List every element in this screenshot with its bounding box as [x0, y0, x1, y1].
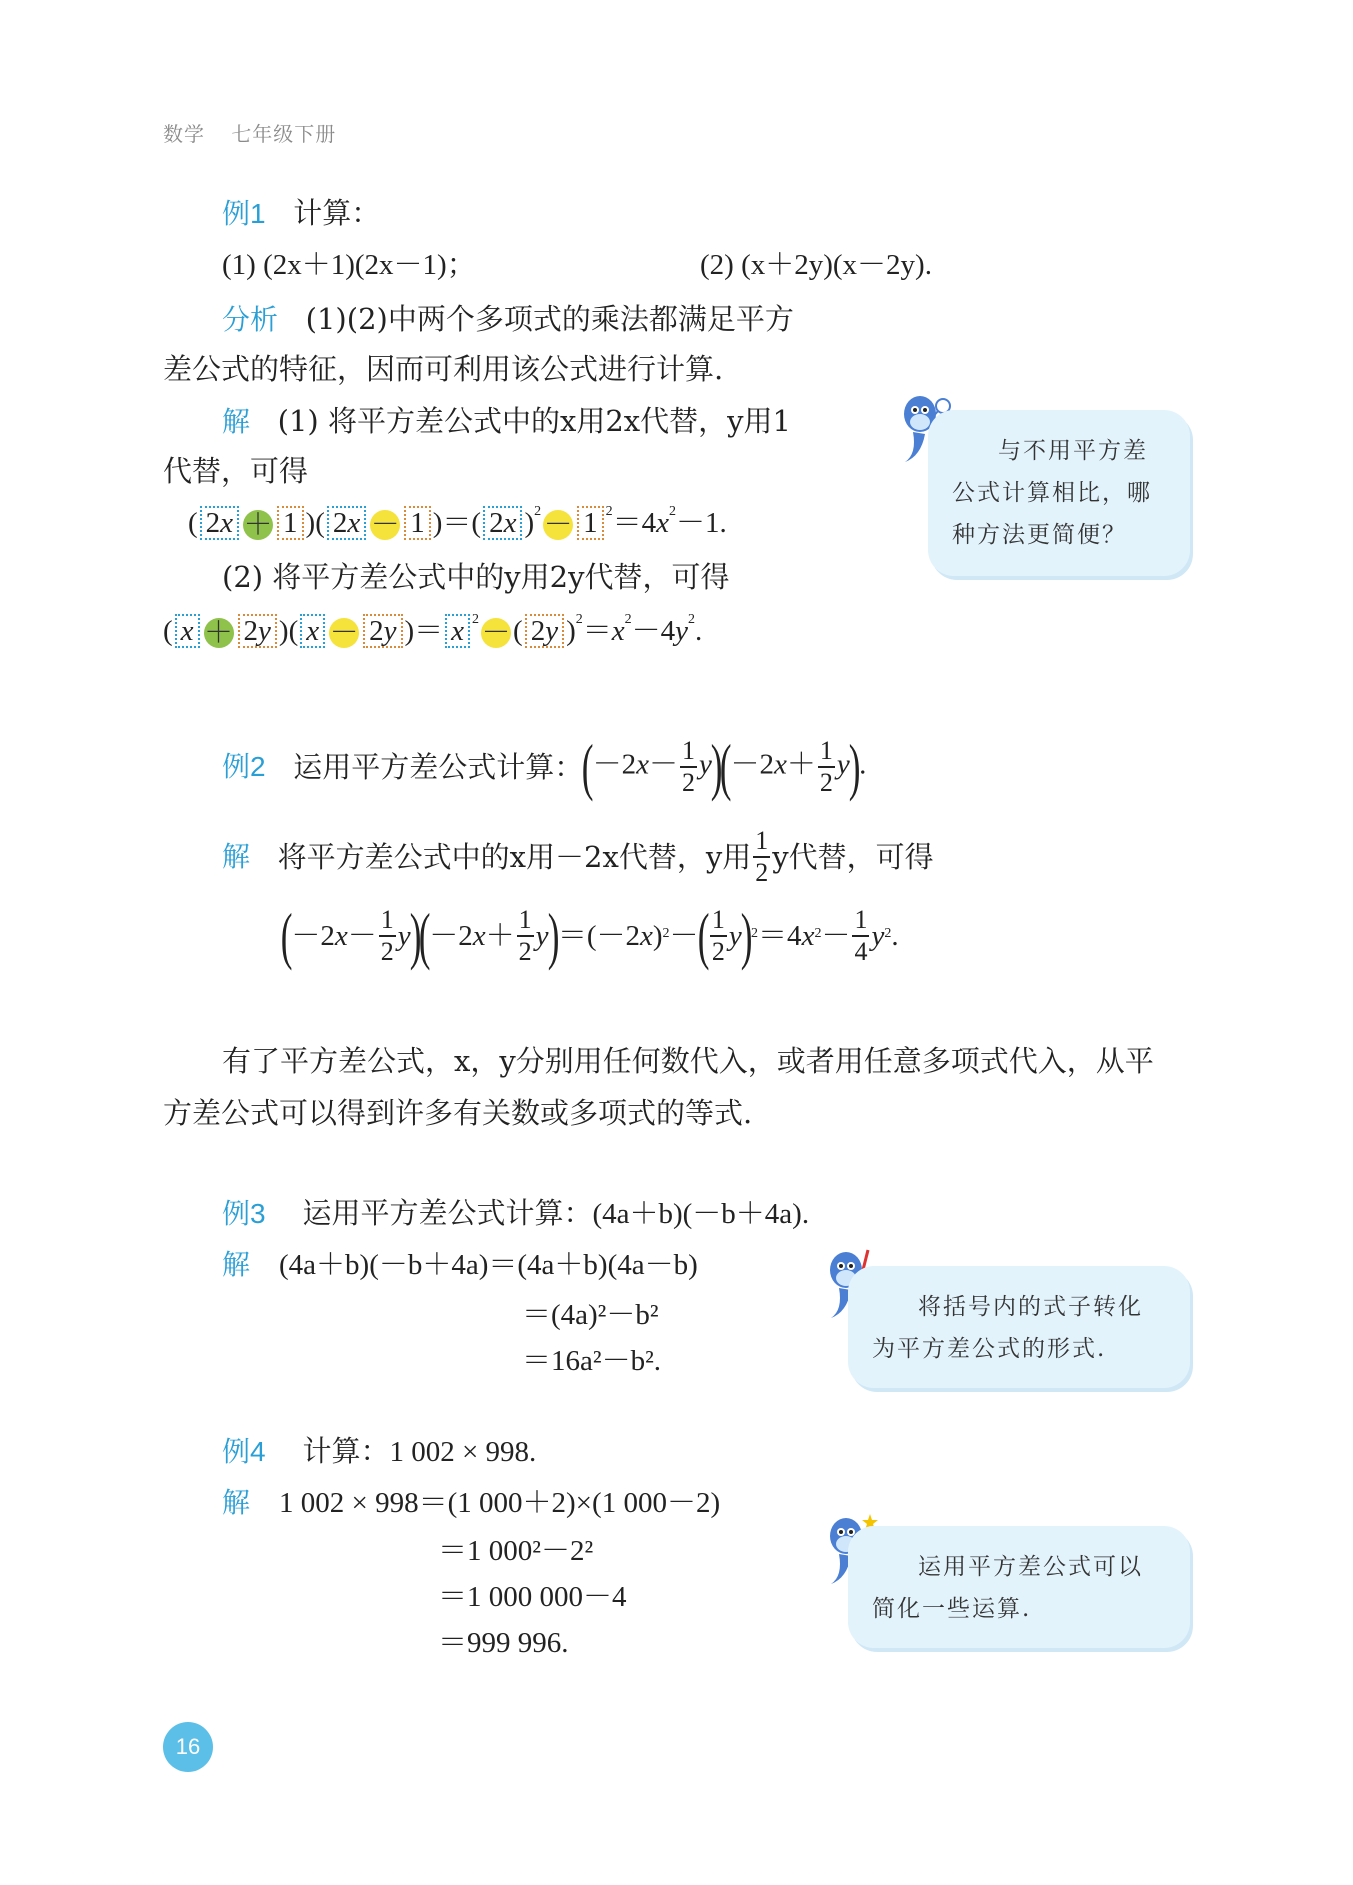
ex1-solution	[222, 404, 791, 439]
ex4-step-2: ＝1 000²－2²	[438, 1535, 594, 1567]
page-number-badge: 16	[163, 1722, 213, 1772]
ex2-sol-text-b: y代替，可得	[772, 839, 934, 874]
ex1-heading	[222, 196, 380, 231]
ex2-sol-text-a: 将平方差公式中的x用－2x代替，y用	[277, 839, 752, 874]
analysis-line-1: (1)(2)中两个多项式的乘法都满足平方	[305, 302, 794, 336]
minus-circle: －	[543, 509, 573, 542]
term-b-box: 1	[577, 506, 604, 540]
tip-note-1: 与不用平方差公式计算相比，哪种方法更简便？	[928, 410, 1190, 576]
term-a-box: 2x	[200, 506, 239, 540]
ex1-sol-label: 解	[222, 406, 251, 437]
ex3-step-1: 解 (4a＋b)(－b＋4a)＝(4a＋b)(4a－b)	[222, 1249, 698, 1281]
ex1-sol1-line2: 代替，可得	[163, 454, 309, 488]
ex3-sol-label: 解	[222, 1249, 251, 1280]
ex4-step-1: 解 1 002 × 998＝(1 000＋2)×(1 000－2)	[222, 1487, 721, 1519]
ex2-solution: 解 将平方差公式中的x用－2x代替，y用 $\frac{1}{2}$ y代替，可得	[222, 826, 934, 887]
ex1-sol2-line1: (2) 将平方差公式中的y用2y代替，可得	[222, 560, 730, 594]
term-b-box: 2y	[363, 614, 402, 648]
ex1-label: 例1	[222, 198, 266, 229]
tip-note-2: 将括号内的式子转化为平方差公式的形式.	[848, 1266, 1190, 1388]
ex2-expression: (－2x－ $\frac{1}{2}$ y)(－2x＋ $\frac{1}{2}$ y).	[582, 731, 867, 802]
ex3-step-2: ＝(4a)²－b²	[522, 1299, 659, 1331]
minus-circle: －	[481, 617, 511, 650]
plus-circle: ＋	[243, 509, 273, 542]
ex1-equation-2: ( x ＋ 2y )( x － 2y )＝ x $^2$－( 2y )$^2=x^2-4y^2$.	[163, 612, 703, 650]
ex1-title: 计算：	[293, 196, 381, 230]
term-b-box: 1	[277, 506, 304, 540]
ex2-label: 例2	[222, 751, 266, 783]
ex1-part1: (1) (2x＋1)(2x－1)；	[222, 249, 476, 281]
ex2-sol-label: 解	[222, 841, 251, 873]
ex4-sol-label: 解	[222, 1487, 251, 1518]
minus-circle: －	[370, 509, 400, 542]
minus-circle: －	[329, 617, 359, 650]
ex2-title: 运用平方差公式计算：	[293, 749, 584, 784]
ex1-equation-1: ( 2x ＋ 1 )( 2x － 1 )＝( 2x )$^2$－ 1 $^2=4x^2-1$.	[188, 504, 727, 542]
analysis-label: 分析	[222, 304, 279, 335]
term-b-box: 1	[404, 506, 431, 540]
term-b-box: 2y	[525, 614, 564, 648]
tip-note-3: 运用平方差公式可以简化一些运算.	[848, 1526, 1190, 1648]
para-line-1: 有了平方差公式，x，y分别用任何数代入，或者用任意多项式代入，从平	[222, 1044, 1154, 1078]
term-a-box: 2x	[483, 506, 522, 540]
ex4-step-3: ＝1 000 000－4	[438, 1581, 627, 1613]
plus-circle: ＋	[204, 617, 234, 650]
ex1-sol1-line1: (1) 将平方差公式中的x用2x代替，y用1	[277, 404, 791, 438]
analysis-line-2: 差公式的特征，因而可利用该公式进行计算.	[163, 352, 724, 386]
ex2-heading	[222, 731, 867, 802]
ex3-step-3: ＝16a²－b².	[522, 1345, 662, 1377]
term-b-box: 2y	[238, 614, 277, 648]
term-a-box: x	[300, 614, 325, 648]
ex3-label: 例3	[222, 1198, 266, 1229]
ex3-heading	[222, 1196, 809, 1232]
running-header	[163, 118, 336, 147]
term-a-box: x	[175, 614, 200, 648]
ex4-step-4: ＝999 996.	[438, 1627, 569, 1659]
ex3-title: 运用平方差公式计算：(4a＋b)(－b＋4a).	[302, 1198, 810, 1230]
ex4-label: 例4	[222, 1436, 266, 1467]
ex2-equation: ( －2 x － $\frac{1}{2}$ y ) ( －2 x ＋ $\frac{1}{2}$ y ) ＝(－2 x ) $^2$ － ( $\frac{1}{2}$ y ) $^2$ ＝4 x $^2$ － $\frac{1}{4}$ y $^2$ .	[280, 900, 899, 971]
para-line-2: 方差公式可以得到许多有关数或多项式的等式.	[163, 1096, 753, 1130]
ex1-part2: (2) (x＋2y)(x－2y).	[700, 249, 932, 281]
term-a-box: 2x	[327, 506, 366, 540]
ex4-heading	[222, 1434, 536, 1470]
ex4-title: 计算：1 002 × 998.	[302, 1436, 537, 1468]
header-grade: 七年级下册	[231, 124, 337, 146]
ex1-analysis	[222, 302, 794, 337]
header-subject: 数学	[163, 124, 205, 146]
term-a-box: x	[445, 614, 470, 648]
